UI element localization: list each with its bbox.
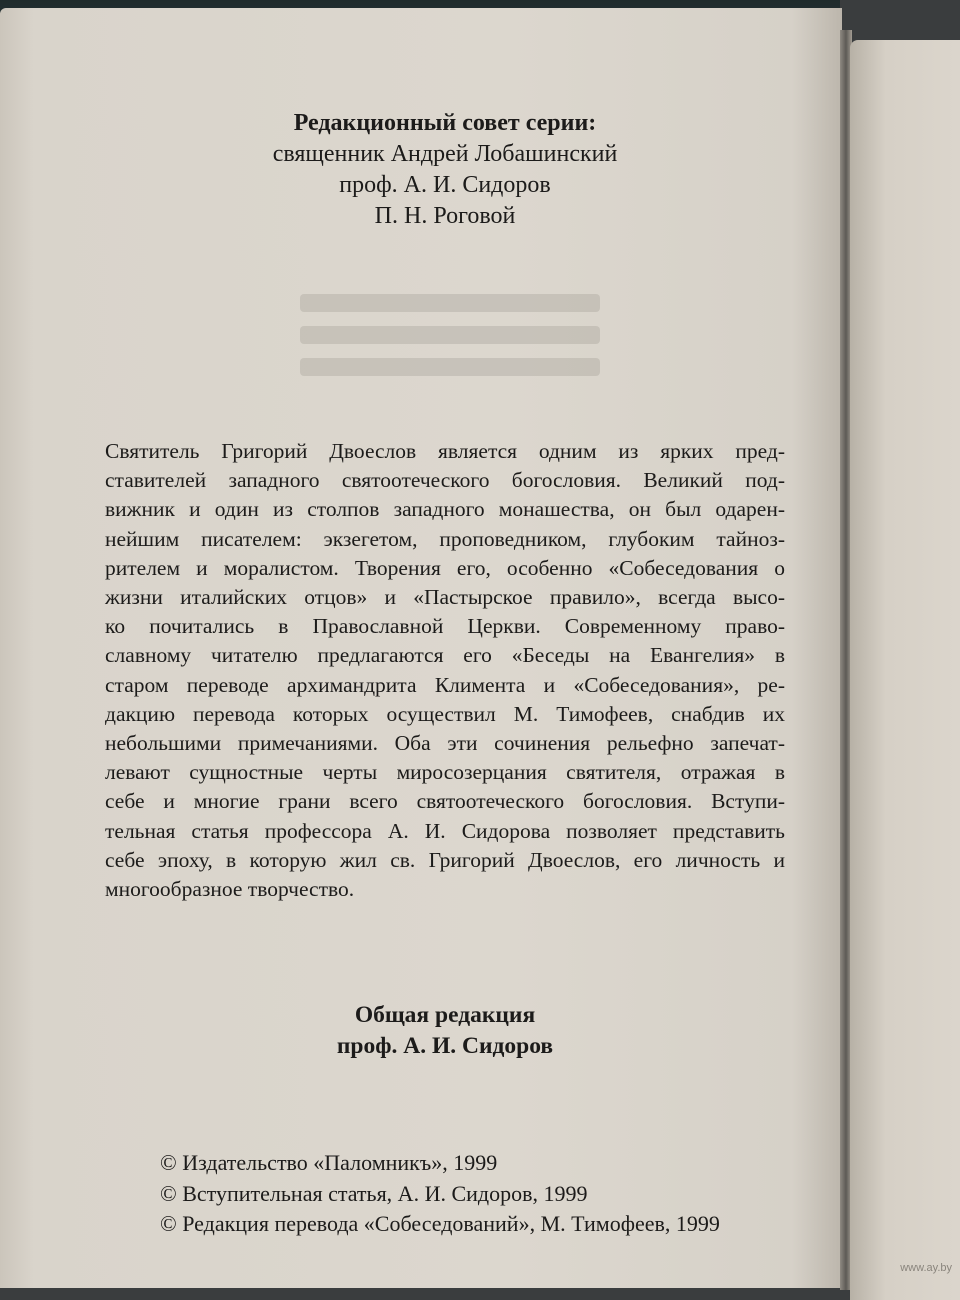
- annotation-line: ко почитались в Православной Церкви. Современному право-: [105, 614, 785, 639]
- book-annotation: [105, 437, 785, 904]
- editorial-board-heading: Редакционный совет серии:: [293, 110, 597, 136]
- copyright-line: © Редакция перевода «Собеседований», М. Тимофеев, 1999: [160, 1211, 720, 1236]
- annotation-line: дакцию перевода которых осуществил М. Тимофеев, снабдив их: [105, 701, 785, 726]
- annotation-line: старом переводе архимандрита Климента и «Собеседования», ре-: [105, 672, 785, 697]
- annotation-line: нейшим писателем: экзегетом, проповедником, глубоким тайноз-: [105, 526, 785, 551]
- annotation-line: славному читателю предлагаются его «Беседы на Евангелия» в: [105, 643, 785, 668]
- copyright-line: © Издательство «Паломникъ», 1999: [160, 1150, 498, 1175]
- annotation-line: многообразное творчество.: [105, 877, 355, 902]
- editorial-board: [150, 108, 740, 232]
- annotation-line: небольшими примечаниями. Оба эти сочинения рельефно запечат-: [105, 731, 785, 756]
- annotation-line: рителем и моралистом. Творения его, особенно «Собеседования о: [105, 555, 785, 580]
- copyright-block: [160, 1148, 800, 1240]
- general-editor: [150, 1000, 740, 1062]
- annotation-line: жизни италийских отцов» и «Пастырское правило», всегда высо-: [105, 585, 785, 610]
- site-watermark: www.ay.by: [900, 1262, 952, 1274]
- editorial-board-member: проф. А. И. Сидоров: [339, 172, 551, 198]
- editorial-board-member: П. Н. Роговой: [374, 203, 516, 229]
- general-editor-label: Общая редакция: [354, 1002, 536, 1028]
- show-through-text: [300, 280, 600, 390]
- annotation-line: себе эпоху, в которую жил св. Григорий Двоеслов, его личность и: [105, 847, 785, 872]
- annotation-line: тельная статья профессора А. И. Сидорова позволяет представить: [105, 818, 785, 843]
- book-page-right: [850, 40, 960, 1300]
- annotation-line: Святитель Григорий Двоеслов является одним из ярких пред-: [105, 439, 785, 463]
- copyright-line: © Вступительная статья, А. И. Сидоров, 1999: [160, 1180, 588, 1206]
- annotation-line: вижник и один из столпов западного монашества, он был одарен-: [105, 497, 785, 522]
- editorial-board-member: священник Андрей Лобашинский: [272, 141, 618, 167]
- annotation-line: ставителей западного святоотеческого богословия. Великий под-: [105, 468, 785, 493]
- annotation-line: себе и многие грани всего святоотеческого богословия. Вступи-: [105, 789, 785, 814]
- general-editor-name: проф. А. И. Сидоров: [336, 1033, 554, 1059]
- annotation-line: левают сущностные черты миросозерцания святителя, отражая в: [105, 760, 785, 785]
